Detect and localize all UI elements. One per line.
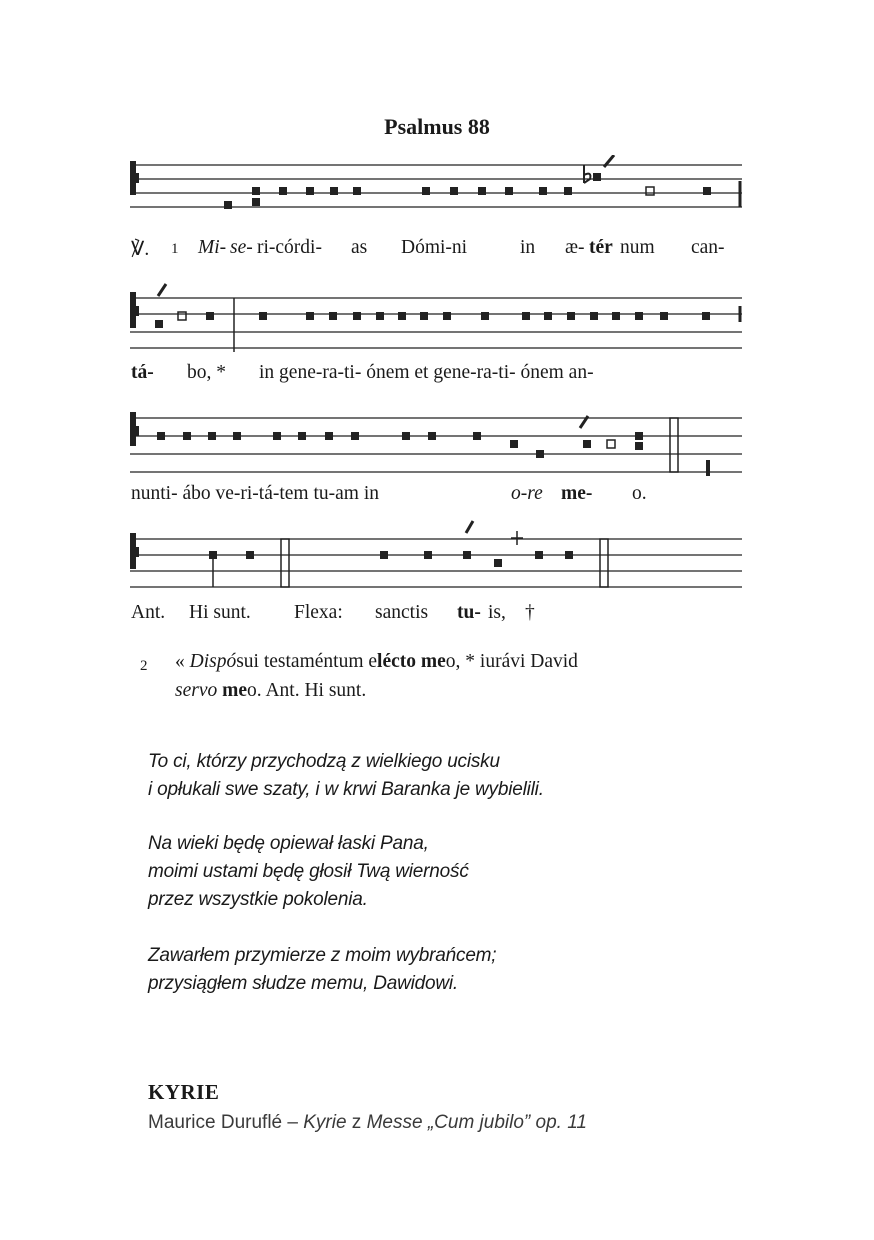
- lyric-syllable: Mi-: [198, 237, 227, 258]
- composer-name: Maurice Duruflé –: [148, 1112, 304, 1133]
- lyric-syllable-accent: me-: [561, 483, 593, 504]
- chant-lyric-line-1: [131, 237, 743, 263]
- chant-staff-4: [130, 515, 744, 595]
- polish-line: przez wszystkie pokolenia.: [148, 889, 368, 910]
- lyric-text: in gene-ra-ti- ónem et gene-ra-ti- ónem an-: [259, 362, 594, 383]
- lyric-syllable: bo, *: [187, 362, 226, 383]
- text-run: sui testaméntum e: [236, 651, 378, 672]
- polish-line: moimi ustami będę głosił Twą wierność: [148, 861, 469, 882]
- lyric-text: Hi sunt.: [189, 602, 251, 623]
- polish-line: Na wieki będę opiewał łaski Pana,: [148, 833, 429, 854]
- lyric-text: nunti- ábo ve-ri-tá-tem tu-am in: [131, 483, 379, 504]
- polish-line: Zawarłem przymierze z moim wybrańcem;: [148, 945, 497, 966]
- text-run: o, * iurávi David: [445, 651, 578, 672]
- flexa-sign: †: [525, 602, 535, 623]
- polish-line: To ci, którzy przychodzą z wielkiego ucisku: [148, 751, 500, 772]
- kyrie-heading: KYRIE: [148, 1080, 220, 1104]
- work-title: Messe „Cum jubilo” op. 11: [366, 1112, 587, 1133]
- lyric-syllable: Dómi-ni: [401, 237, 468, 258]
- chant-staff-3: [130, 404, 744, 484]
- lyric-syllable: se-: [230, 237, 253, 258]
- polish-line: i opłukali swe szaty, i w krwi Baranka je wybielili.: [148, 779, 544, 800]
- lyric-syllable: can-: [691, 237, 725, 258]
- work-title: Kyrie: [303, 1112, 347, 1133]
- lyric-syllable-accent: tá-: [131, 362, 154, 383]
- page-title: Psalmus 88: [384, 114, 490, 139]
- chant-lyric-line-4: [131, 602, 743, 628]
- lyric-syllable: is,: [488, 602, 506, 623]
- verse-number: 2: [140, 658, 148, 674]
- text-run: servo: [175, 680, 218, 701]
- verse-line-2: [175, 676, 366, 705]
- lyric-syllable: ri-córdi-: [257, 237, 322, 258]
- chant-staff-1: [130, 155, 744, 215]
- lyric-text: Ant.: [131, 602, 166, 623]
- chant-staff-2: [130, 276, 744, 356]
- chant-lyric-line-2: [131, 362, 743, 388]
- text-run: me: [222, 680, 248, 701]
- kyrie-composer-line: [148, 1112, 587, 1134]
- text-run: «: [175, 651, 190, 672]
- lyric-syllable: as: [351, 237, 368, 258]
- chant-lyric-line-3: [131, 483, 743, 509]
- text-run: o. Ant. Hi sunt.: [247, 680, 367, 701]
- text-run: me: [420, 651, 446, 672]
- lyric-text: Flexa:: [294, 602, 343, 623]
- text-run: z: [346, 1112, 367, 1133]
- lyric-syllable: num: [620, 237, 655, 258]
- verse-line-1: [175, 647, 578, 676]
- versicle-sign: ℣.: [131, 239, 150, 260]
- text-run: lécto: [377, 651, 417, 672]
- polish-line: przysiągłem słudze memu, Dawidowi.: [148, 973, 458, 994]
- lyric-syllable-accent: tér: [589, 237, 613, 258]
- text-run: Dispó: [189, 651, 237, 672]
- lyric-syllable-accent: tu-: [457, 602, 481, 623]
- lyric-syllable: o.: [632, 483, 647, 504]
- verse-number: 1: [171, 241, 179, 257]
- lyric-text: sanctis: [375, 602, 429, 623]
- lyric-syllable: in: [520, 237, 536, 258]
- lyric-syllable: o-re: [511, 483, 543, 504]
- lyric-syllable: æ-: [565, 237, 585, 258]
